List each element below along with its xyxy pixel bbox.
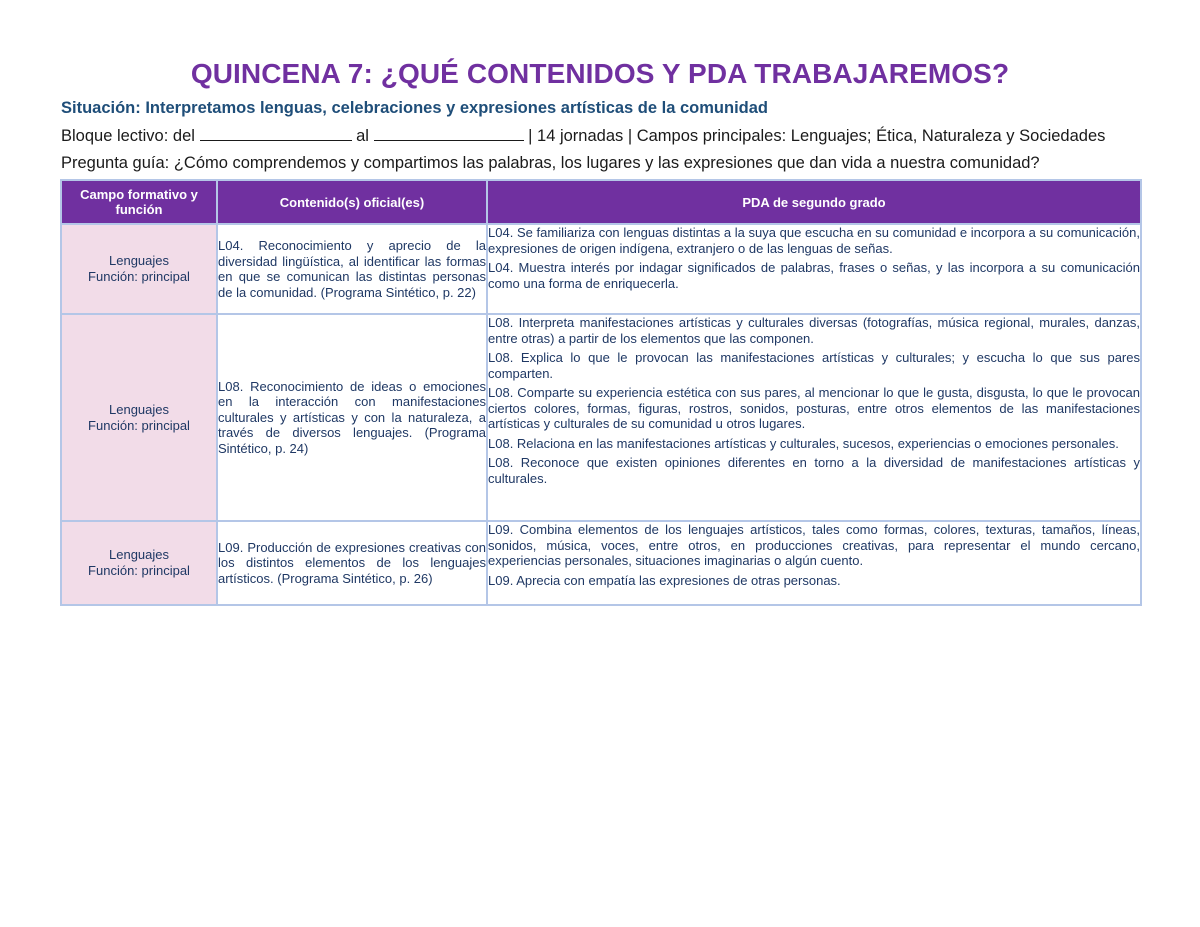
funcion-label: Función: principal xyxy=(88,269,190,284)
pda-cell xyxy=(487,224,1141,314)
blank-end-date xyxy=(374,126,524,141)
campo-cell xyxy=(61,314,217,521)
funcion-label: Función: principal xyxy=(88,563,190,578)
contenido-cell: L08. Reconocimiento de ideas o emociones en la interacción con manifestaciones culturales y artísticas y con la naturaleza, a través de diversos lenguajes. (Programa Sintético, p. 24) xyxy=(217,314,487,521)
campo-cell xyxy=(61,224,217,314)
bloque-lectivo-line xyxy=(61,126,1105,146)
campo-label: Lenguajes xyxy=(109,401,169,417)
pda-item: L09. Combina elementos de los lenguajes artísticos, tales como formas, colores, texturas, tamaños, líneas, sonidos, música, voces, entre otros, en producciones creativas, para representar el mundo cercano, experiencias personales, situaciones imaginarias o algún cuento. xyxy=(488,522,1140,568)
pda-item: L08. Interpreta manifestaciones artísticas y culturales diversas (fotografías, música regional, murales, danzas, entre otras) a partir de los elementos que las componen. xyxy=(488,315,1140,346)
pda-item: L08. Comparte su experiencia estética con sus pares, al mencionar lo que le gusta, disgusta, lo que le provocan ciertos colores, formas, figuras, rostros, sonidos, posturas, entre otros elementos de las manifestaciones artísticas y culturales de su comunidad u otros lugares. xyxy=(488,385,1140,431)
pda-item: L04. Muestra interés por indagar significados de palabras, frases o señas, y las incorpora a su comunicación como una forma de enriquecerla. xyxy=(488,260,1140,291)
bloque-prefix: Bloque lectivo: del xyxy=(61,127,195,145)
contenido-cell: L04. Reconocimiento y aprecio de la diversidad lingüística, al identificar las formas en que se comunican las distintas personas de la comunidad. (Programa Sintético, p. 22) xyxy=(217,224,487,314)
bloque-suffix: | 14 jornadas | Campos principales: Lenguajes; Ética, Naturaleza y Sociedades xyxy=(528,127,1106,145)
table-row xyxy=(61,314,1141,521)
campo-cell xyxy=(61,521,217,605)
bloque-al: al xyxy=(356,127,369,145)
header-pda: PDA de segundo grado xyxy=(487,180,1141,224)
pda-cell xyxy=(487,521,1141,605)
funcion-label: Función: principal xyxy=(88,417,190,433)
situacion-line: Situación: Interpretamos lenguas, celebraciones y expresiones artísticas de la comunidad xyxy=(61,99,768,117)
pda-cell xyxy=(487,314,1141,521)
plan-table xyxy=(60,179,1142,606)
table-row xyxy=(61,521,1141,605)
blank-start-date xyxy=(200,126,352,141)
table-row xyxy=(61,224,1141,314)
pda-item: L09. Aprecia con empatía las expresiones de otras personas. xyxy=(488,572,841,588)
header-campo: Campo formativo y función xyxy=(61,180,217,224)
page-title: QUINCENA 7: ¿QUÉ CONTENIDOS Y PDA TRABAJAREMOS? xyxy=(190,58,1010,89)
campo-label: Lenguajes xyxy=(109,253,169,268)
pda-item: L08. Relaciona en las manifestaciones artísticas y culturales, sucesos, experiencias o emociones personales. xyxy=(488,435,1119,451)
pda-item: L08. Reconoce que existen opiniones diferentes en torno a la diversidad de manifestaciones artísticas y culturales. xyxy=(488,455,1140,486)
contenido-cell: L09. Producción de expresiones creativas con los distintos elementos de los lenguajes artísticos. (Programa Sintético, p. 26) xyxy=(217,521,487,605)
pregunta-guia: Pregunta guía: ¿Cómo comprendemos y compartimos las palabras, los lugares y las expresiones que dan vida a nuestra comunidad? xyxy=(61,154,1040,172)
table-header-row xyxy=(61,180,1141,224)
pda-item: L08. Explica lo que le provocan las manifestaciones artísticas y culturales; y escucha lo que sus pares comparten. xyxy=(488,350,1140,381)
header-contenido: Contenido(s) oficial(es) xyxy=(217,180,487,224)
campo-label: Lenguajes xyxy=(109,547,169,562)
pda-item: L04. Se familiariza con lenguas distintas a la suya que escucha en su comunidad e incorpora a su comunicación, expresiones de origen indígena, extranjero o de las lenguas de señas. xyxy=(488,225,1140,256)
